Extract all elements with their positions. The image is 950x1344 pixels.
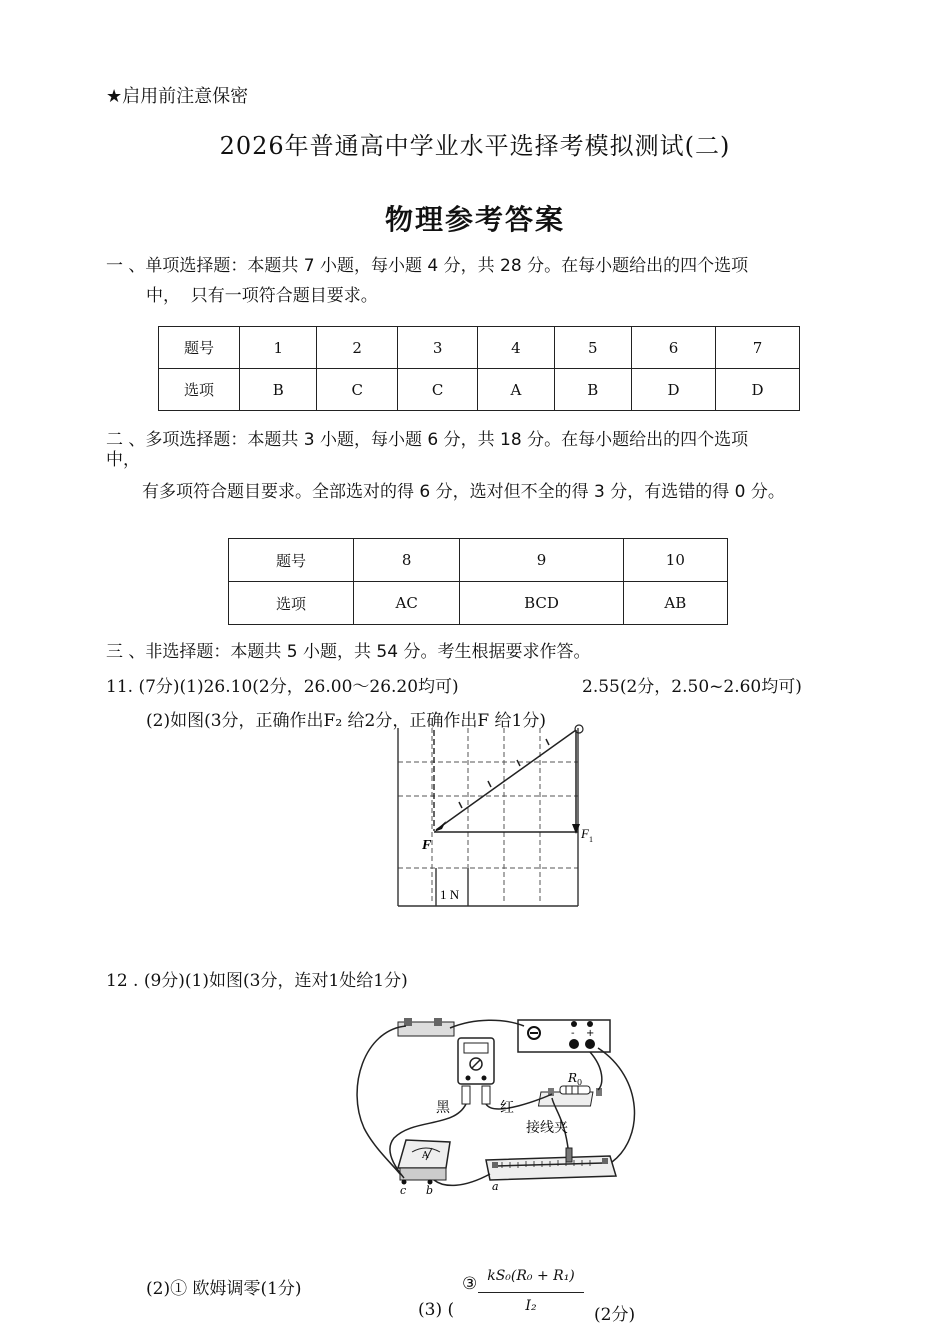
table2-answer: BCD xyxy=(460,582,623,625)
fig-label-F: F xyxy=(422,838,432,853)
fig-label-b: b xyxy=(426,1184,434,1197)
section1-heading-line2: 中， 只有一项符合题目要求。 xyxy=(146,286,378,306)
table1-answer: C xyxy=(397,369,477,411)
table1-answer: D xyxy=(632,369,716,411)
q11-line1-part2: 2.55(2分，2.50~2.60均可) xyxy=(582,677,802,697)
fig-label-R0-sub: 0 xyxy=(577,1078,583,1087)
table1-number: 7 xyxy=(716,327,800,369)
table1-number: 1 xyxy=(240,327,317,369)
fig-label-F1-sub: 1 xyxy=(589,835,593,844)
table1-number: 5 xyxy=(554,327,631,369)
switch xyxy=(398,1018,454,1036)
section2-heading-line2: 中， xyxy=(106,450,140,470)
q12-line1: 12 . (9分)(1)如图(3分，连对1处给1分) xyxy=(106,971,408,991)
table2-number: 9 xyxy=(460,539,623,582)
subject-title: 物理参考答案 xyxy=(384,203,565,236)
force-diagram xyxy=(396,726,592,910)
q12-part2: (2)① 欧姆调零(1分) xyxy=(146,1279,302,1299)
q12-part3-prefix: (3) ( xyxy=(418,1300,455,1320)
table2-number: 10 xyxy=(623,539,727,582)
table1-number-label: 题号 xyxy=(159,327,240,369)
multimeter xyxy=(458,1038,494,1104)
circuit-diagram xyxy=(354,1018,644,1196)
table1-answer: C xyxy=(317,369,397,411)
table2-answer: AC xyxy=(354,582,460,625)
fig-scale-label: 1 N xyxy=(440,887,460,902)
table2-number: 8 xyxy=(354,539,460,582)
confidential-label: ★启用前注意保密 xyxy=(106,86,249,107)
fig-label-black: 黑 xyxy=(436,1100,450,1116)
fraction-bar xyxy=(478,1292,584,1293)
table2-number-label: 题号 xyxy=(229,539,354,582)
table1-answer: B xyxy=(240,369,317,411)
section1-answer-table xyxy=(158,326,800,411)
table1-answer: B xyxy=(554,369,631,411)
section2-heading-line1: 二 、多项选择题：本题共 3 小题，每小题 6 分，共 18 分。在每小题给出的四个选项 xyxy=(106,430,749,450)
svg-text:-: - xyxy=(571,1028,575,1039)
table1-number: 2 xyxy=(317,327,397,369)
table1-answer: A xyxy=(478,369,554,411)
fig-label-A: A xyxy=(422,1151,429,1161)
table2-answer: AB xyxy=(623,582,727,625)
power-supply xyxy=(518,1020,610,1052)
table1-number: 6 xyxy=(632,327,716,369)
circled-three: ③ xyxy=(462,1274,478,1294)
q11-line2: (2)如图(3分，正确作出F₂ 给2分，正确作出F 给1分) xyxy=(146,711,547,731)
exam-title: 2026年普通高中学业水平选择考模拟测试(二) xyxy=(219,132,731,160)
table1-answer-label: 选项 xyxy=(159,369,240,411)
formula-denominator: I₂ xyxy=(525,1298,537,1314)
q12-part3-score: (2分) xyxy=(594,1305,636,1325)
formula-numerator: kS₀(R₀ + R₁) xyxy=(487,1268,575,1284)
section2-heading-line3: 有多项符合题目要求。全部选对的得 6 分，选对但不全的得 3 分，有选错的得 0 分。 xyxy=(142,482,785,502)
arrowhead-F xyxy=(434,821,446,832)
table1-number: 4 xyxy=(478,327,554,369)
fig-label-red: 红 xyxy=(500,1100,514,1116)
fig-label-R0: R xyxy=(568,1071,578,1085)
fig-label-a: a xyxy=(492,1180,499,1193)
svg-text:+: + xyxy=(586,1028,595,1039)
resistance-wire-board xyxy=(486,1148,616,1180)
ammeter xyxy=(398,1140,450,1185)
section2-answer-table xyxy=(228,538,728,625)
fig-label-c: c xyxy=(400,1184,407,1197)
section1-heading-line1: 一 、单项选择题：本题共 7 小题，每小题 4 分，共 28 分。在每小题给出的四个选项 xyxy=(106,256,749,276)
fig-label-clip: 接线夹 xyxy=(526,1120,568,1136)
section3-heading: 三 、非选择题：本题共 5 小题，共 54 分。考生根据要求作答。 xyxy=(106,642,591,662)
table1-number: 3 xyxy=(397,327,477,369)
table1-answer: D xyxy=(716,369,800,411)
q11-line1-part1: 11. (7分)(1)26.10(2分，26.00～26.20均可) xyxy=(106,677,459,697)
fig-label-F1: F xyxy=(581,826,589,841)
table2-answer-label: 选项 xyxy=(229,582,354,625)
